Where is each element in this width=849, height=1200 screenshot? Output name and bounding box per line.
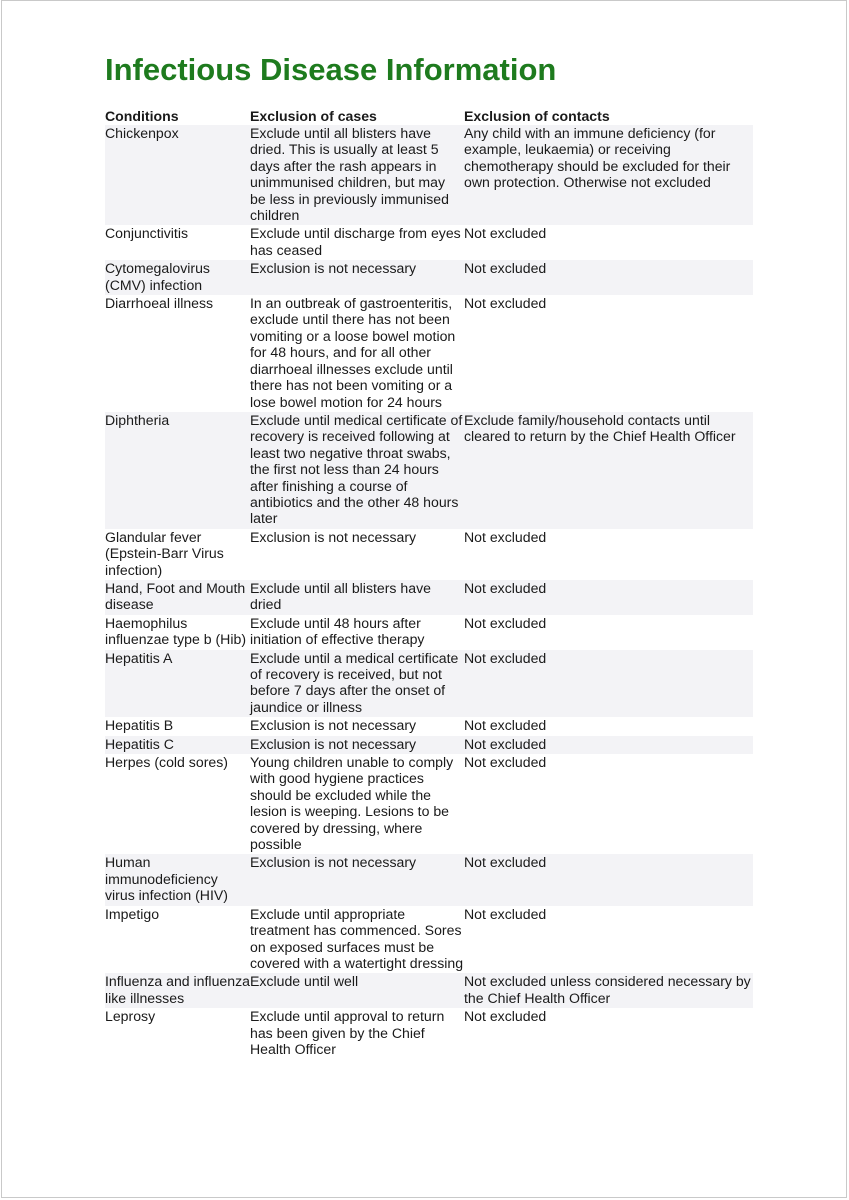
cases-cell: Exclusion is not necessary — [250, 717, 417, 734]
cases-cell: Exclusion is not necessary — [250, 260, 464, 295]
condition-cell: Herpes (cold sores) — [105, 754, 228, 771]
contacts-cell: Not excluded — [464, 225, 547, 242]
document-page — [1, 0, 847, 1198]
table-row — [105, 906, 753, 974]
cases-cell: Exclude until appropriate treatment has commenced. Sores on exposed surfaces must be covered with a watertight dressing — [250, 905, 464, 971]
condition-cell: Chickenpox — [105, 125, 250, 225]
contacts-cell: Any child with an immune deficiency (for example, leukaemia) or receiving chemotherapy should be excluded for their own protection. Otherwise not excluded — [464, 125, 753, 225]
table-row — [105, 736, 753, 754]
cases-cell: Exclude until discharge from eyes has ceased — [250, 225, 461, 258]
cases-cell: Young children unable to comply with good hygiene practices should be excluded while the lesion is weeping. Lesions to be covered by dressing, where possible — [250, 754, 454, 853]
contacts-cell: Not excluded — [464, 614, 547, 631]
cases-cell: Exclude until all blisters have dried. This is usually at least 5 days after the rash appears in unimmunised children, but may be less in previously immunised children — [250, 125, 464, 225]
header-exclusion-of-cases: Exclusion of cases — [250, 108, 377, 124]
table-row — [105, 295, 753, 412]
condition-cell: Cytomegalovirus (CMV) infection — [105, 260, 250, 295]
condition-cell: Hepatitis B — [105, 717, 174, 734]
cases-cell: Exclude until well — [250, 973, 464, 1008]
table-row — [105, 1008, 753, 1059]
table-row — [105, 650, 753, 718]
contacts-cell: Not excluded — [464, 736, 753, 754]
cases-cell: Exclude until medical certificate of recovery is received following at least two negative throat swabs, the first not less than 24 hours after finishing a course of antibiotics and the other 48 hours later — [250, 412, 464, 529]
condition-cell: Influenza and influenza like illnesses — [105, 973, 250, 1008]
contacts-cell: Not excluded — [464, 905, 547, 922]
condition-cell: Conjunctivitis — [105, 225, 189, 242]
contacts-cell: Not excluded — [464, 260, 753, 295]
disease-table — [105, 107, 753, 1059]
table-row — [105, 973, 753, 1008]
condition-cell: Hand, Foot and Mouth disease — [105, 580, 250, 615]
table-header-row — [105, 107, 753, 125]
contacts-cell: Not excluded — [464, 580, 753, 615]
header-conditions: Conditions — [105, 108, 179, 124]
cases-cell: Exclude until all blisters have dried — [250, 580, 464, 615]
contacts-cell: Not excluded — [464, 295, 547, 312]
cases-cell: Exclude until 48 hours after initiation of effective therapy — [250, 614, 425, 648]
table-row — [105, 125, 753, 225]
table-row — [105, 529, 753, 580]
cases-cell: Exclusion is not necessary — [250, 854, 464, 905]
table-row — [105, 580, 753, 615]
condition-cell: Human immunodeficiency virus infection (HIV) — [105, 854, 250, 905]
contacts-cell: Exclude family/household contacts until cleared to return by the Chief Health Officer — [464, 412, 753, 529]
table-row — [105, 854, 753, 905]
contacts-cell: Not excluded — [464, 754, 547, 771]
cases-cell: Exclusion is not necessary — [250, 528, 417, 545]
cases-cell: Exclude until a medical certificate of recovery is received, but not before 7 days after the onset of jaundice or illness — [250, 650, 464, 718]
page-title: Infectious Disease Information — [105, 52, 557, 87]
condition-cell: Haemophilus influenzae type b (Hib) — [105, 614, 247, 648]
condition-cell: Leprosy — [105, 1008, 156, 1025]
condition-cell: Diphtheria — [105, 412, 250, 529]
header-exclusion-of-contacts: Exclusion of contacts — [464, 108, 610, 124]
condition-cell: Hepatitis A — [105, 650, 250, 718]
table-row — [105, 754, 753, 854]
contacts-cell: Not excluded — [464, 1008, 547, 1025]
cases-cell: Exclusion is not necessary — [250, 736, 464, 754]
table-row — [105, 260, 753, 295]
table-row — [105, 412, 753, 529]
cases-cell: In an outbreak of gastroenteritis, exclude until there has not been vomiting or a loose bowel motion for 48 hours, and for all other diarrhoeal illnesses exclude until there has not been vomiting or a lose bowel motion for 24 hours — [250, 295, 456, 410]
condition-cell: Hepatitis C — [105, 736, 250, 754]
contacts-cell: Not excluded unless considered necessary by the Chief Health Officer — [464, 973, 753, 1008]
table-row — [105, 717, 753, 735]
contacts-cell: Not excluded — [464, 717, 547, 734]
condition-cell: Impetigo — [105, 905, 160, 922]
table-row — [105, 225, 753, 260]
contacts-cell: Not excluded — [464, 528, 547, 545]
contacts-cell: Not excluded — [464, 650, 753, 718]
condition-cell: Glandular fever (Epstein-Barr Virus infection) — [105, 528, 224, 578]
condition-cell: Diarrhoeal illness — [105, 295, 214, 312]
contacts-cell: Not excluded — [464, 854, 753, 905]
cases-cell: Exclude until approval to return has been given by the Chief Health Officer — [250, 1008, 445, 1057]
table-row — [105, 615, 753, 650]
